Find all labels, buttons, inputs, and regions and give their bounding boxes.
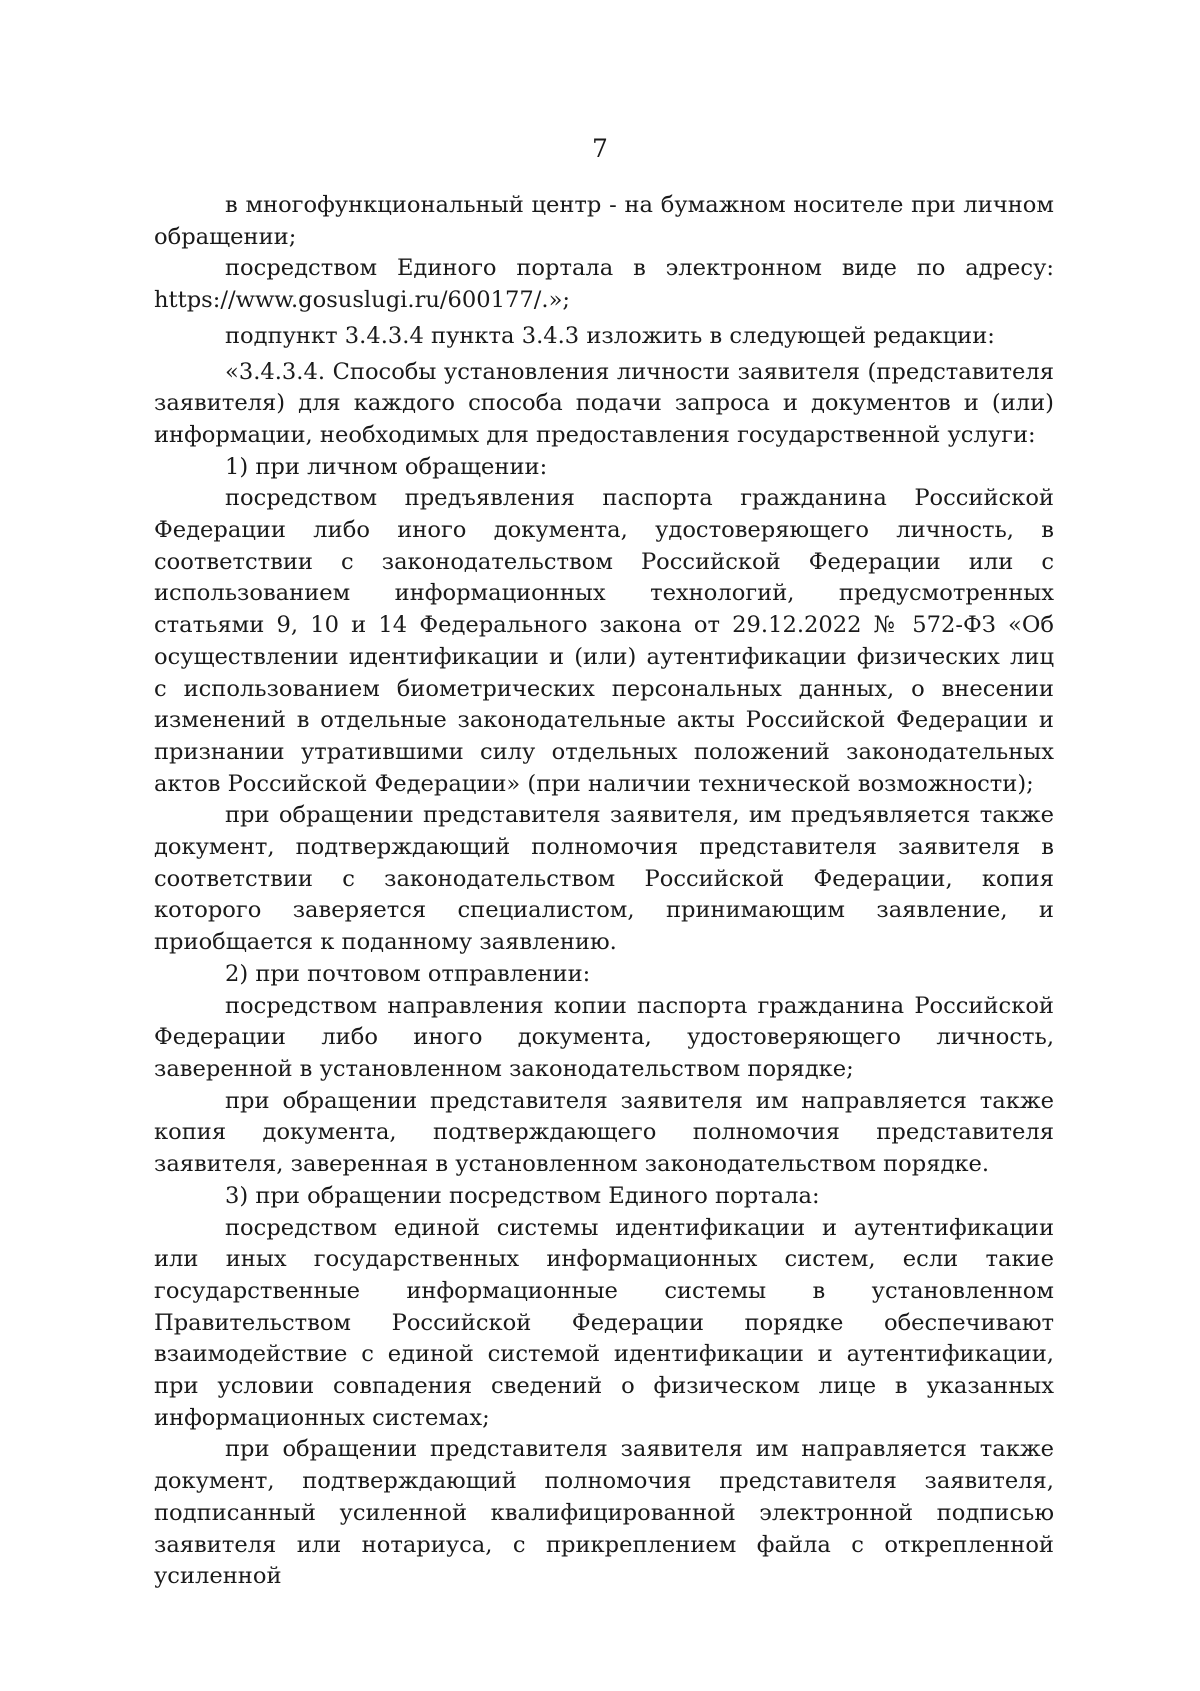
paragraph-postal-passport-copy: посредством направления копии паспорта гражданина Российской Федерации либо иного документа, удостоверяющего личность, заверенной в установленном законодательством порядке; bbox=[154, 992, 1054, 1082]
paragraph-mfc-paper: в многофункциональный центр - на бумажном носителе при личном обращении; bbox=[154, 192, 1054, 250]
paragraph-postal-heading: 2) при почтовом отправлении: bbox=[225, 960, 591, 987]
page-number: 7 bbox=[592, 134, 608, 163]
paragraph-portal-esia: посредством единой системы идентификации и аутентификации или иных государственных информационных систем, если такие государственные информационные системы в установленном Правительством Российской Федерации порядке обеспечивают взаимодействие с единой системой идентификации и аутентификации, при условии совпадения сведений о физическом лице в указанных информационных системах; bbox=[154, 1214, 1054, 1431]
paragraph-in-person-heading: 1) при личном обращении: bbox=[225, 453, 548, 480]
paragraph-in-person-representative: при обращении представителя заявителя, им предъявляется также документ, подтверждающий полномочия представителя заявителя в соответствии с законодательством Российской Федерации, копия которого заверяется специалистом, принимающим заявление, и приобщается к поданному заявлению. bbox=[154, 802, 1054, 956]
paragraph-amendment-intro: подпункт 3.4.3.4 пункта 3.4.3 изложить в следующей редакции: bbox=[225, 322, 995, 349]
paragraph-identification-methods: «3.4.3.4. Способы установления личности заявителя (представителя заявителя) для каждого способа подачи запроса и документов и (или) информации, необходимых для предоставления государственной услуги: bbox=[154, 358, 1054, 448]
paragraph-postal-representative: при обращении представителя заявителя им направляется также копия документа, подтверждающего полномочия представителя заявителя, заверенная в установленном законодательством порядке. bbox=[154, 1087, 1054, 1178]
paragraph-in-person-passport: посредством предъявления паспорта гражданина Российской Федерации либо иного документа, удостоверяющего личность, в соответствии с законодательством Российской Федерации или с использованием информационных технологий, предусмотренных статьями 9, 10 и 14 Федерального закона от 29.12.2022 № 572-ФЗ «Об осуществлении идентификации и (или) аутентификации физических лиц с использованием биометрических персональных данных, о внесении изменений в отдельные законодательные акты Российской Федерации и признании утратившими силу отдельных положений законодательных актов Российской Федерации» (при наличии технической возможности); bbox=[154, 485, 1054, 797]
paragraph-portal-heading: 3) при обращении посредством Единого портала: bbox=[225, 1182, 820, 1209]
paragraph-portal-representative: при обращении представителя заявителя им направляется также документ, подтверждающий полномочия представителя заявителя, подписанный усиленной квалифицированной электронной подписью заявителя или нотариуса, с прикреплением файла с открепленной усиленной bbox=[154, 1436, 1054, 1590]
paragraph-portal-address: посредством Единого портала в электронном виде по адресу: https://www.gosuslugi.ru/600177/.»; bbox=[154, 255, 1054, 314]
document-body bbox=[154, 190, 1054, 1593]
